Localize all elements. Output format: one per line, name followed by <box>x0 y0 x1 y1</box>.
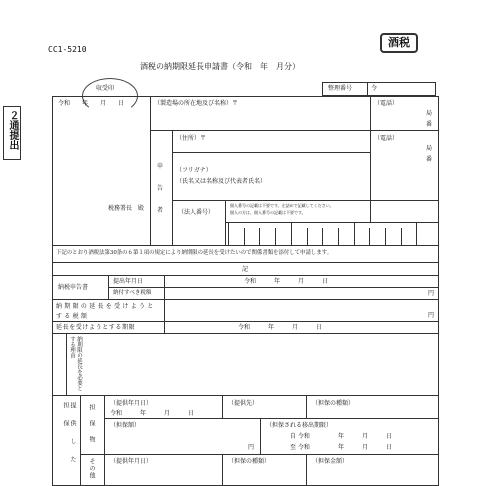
provide-date-label: （提供年月日） <box>110 400 153 407</box>
corporate-number-digit-divider <box>354 223 355 245</box>
return-label: 納税申告書 <box>58 284 89 291</box>
period-to-label: 至 令和 <box>290 444 310 451</box>
extension-period-value[interactable]: 令和 年 月 日 <box>238 324 323 331</box>
address-phone-label: （電話） <box>374 135 399 142</box>
other-amount-label: （担保金額） <box>312 458 349 465</box>
other-type-label: （担保の種類） <box>228 458 271 465</box>
factory-phone-label: （電話） <box>374 100 399 107</box>
period-to-ymd[interactable]: 年 月 日 <box>338 444 393 451</box>
factory-label: （製造場の所在地及び名称）〒 <box>154 100 239 107</box>
corporate-number-note-1: 個人番号の記載は不要です。左詰めで記載してください。 <box>230 203 334 208</box>
reason-label: 納期限の延長を必要とする理由 <box>69 336 82 391</box>
reference-value: 令 <box>371 85 378 92</box>
collateral-kind-label: 担保物 <box>88 404 95 452</box>
period-from-ymd[interactable]: 年 月 日 <box>338 433 393 440</box>
collateral-other-label: その他 <box>88 458 95 479</box>
reference-label: 整理番号 <box>328 85 353 92</box>
kana-label: （フリガナ） <box>176 167 212 174</box>
form-code: CC1-5210 <box>48 45 87 54</box>
corporate-number-digit-divider <box>244 228 245 245</box>
collateral-period-label: （担保される移出期限） <box>266 422 333 429</box>
ki-label: 記 <box>242 266 249 273</box>
corporate-number-digit-divider <box>275 228 276 245</box>
other-date-label: （提供年月日） <box>110 458 153 465</box>
collateral-section-label: 提供した担保 <box>62 402 76 474</box>
corporate-number-digit-divider <box>259 228 260 245</box>
tax-amount-label: 納付すべき税額 <box>113 290 152 296</box>
extension-amount-label: 納期限の延長を受けようとする税額 <box>56 303 156 320</box>
corporate-number-digit-divider <box>291 223 292 245</box>
corporate-number-label: （法人番号） <box>178 209 215 216</box>
application-date[interactable]: 令和 年 月 日 <box>58 100 125 107</box>
period-from-label: 自 令和 <box>290 433 310 440</box>
provide-to-label: （提供先） <box>228 400 259 407</box>
corporate-number-digit-divider <box>322 228 323 245</box>
name-label: （氏名又は名称及び代表者氏名） <box>176 178 267 185</box>
corporate-number-digit-divider <box>338 228 339 245</box>
corporate-number-digit-divider <box>401 228 402 245</box>
submit-date-label: 提出年月日 <box>113 278 144 285</box>
address-label: （住所）〒 <box>176 135 207 142</box>
submit-date-value[interactable]: 令和 年 月 日 <box>244 278 329 285</box>
tax-office-label: 税務署長 殿 <box>108 205 145 212</box>
collateral-type-label: （担保の種類） <box>312 400 355 407</box>
statement: 下記のとおり酒税法第30条の６第１項の規定により納期限の延長を受けたいので関係書類を添付して申請します。 <box>56 250 332 256</box>
provide-date-value[interactable]: 令和 年 月 日 <box>110 410 195 417</box>
corporate-number-digit-divider <box>228 223 229 245</box>
corporate-number-digit-divider <box>369 228 370 245</box>
submit-copies-tab: ２通提出 <box>3 106 21 160</box>
liquor-tax-badge: 酒税 <box>380 33 418 53</box>
corporate-number-digit-divider <box>416 223 417 245</box>
corporate-number-digit-divider <box>385 228 386 245</box>
collateral-amount-label: （担保額） <box>110 422 141 429</box>
form-title: 酒税の納期限延長申請書（令和 年 月分） <box>140 62 300 71</box>
corporate-number-digit-divider <box>307 228 308 245</box>
corporate-number-note-2: 個人の方は、個人番号の記載は不要です。 <box>230 210 306 215</box>
extension-period-label: 延長を受けようとする期限 <box>56 324 136 331</box>
receipt-stamp-label: 収受印 <box>96 85 115 92</box>
